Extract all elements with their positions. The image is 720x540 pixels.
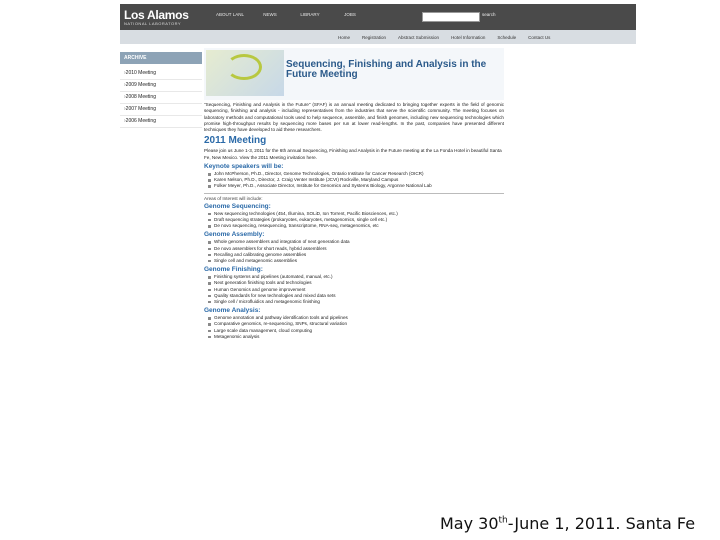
intro-paragraph: "Sequencing, Finishing and Analysis in the Future" (SFAF) is an annual meeting dedicated to bringing together experts in the field of genomic sequencing, finishing and analysis - including representatives from the industries that serve the scientific community. The meeting focuses on laboratory methods and computational tools used to help sequence, assemble, and finish genomes, including new sequencing technologies which promise high-throughput results by sequencing more bases per run at lower read-lengths. In the past, companies have presented different techniques they have developed to aid these researchers. [204, 102, 504, 133]
sub-nav-registration[interactable]: Registration [362, 35, 387, 40]
interest-label: Areas of Interest will include: [204, 193, 504, 201]
top-nav-about[interactable]: ABOUT LANL [216, 12, 244, 17]
sidebar-item-2007[interactable]: › 2007 Meeting [120, 104, 202, 116]
section-genome-analysis [204, 307, 504, 340]
section-heading: Genome Analysis: [204, 307, 261, 315]
list-item: Genome annotation and pathway identification tools and pipelines [208, 315, 504, 321]
top-nav-library[interactable]: LIBRARY [300, 12, 320, 17]
list-item: Next generation finishing tools and technologies [208, 280, 504, 286]
banner-title: Sequencing, Finishing and Analysis in the Future Meeting [286, 59, 487, 80]
sidebar-item-2009[interactable]: › 2009 Meeting [120, 80, 202, 92]
logo-subtext: NATIONAL LABORATORY [124, 21, 182, 26]
top-nav-news[interactable]: NEWS [263, 12, 277, 17]
section-list [204, 239, 504, 264]
lanl-logo[interactable] [124, 8, 189, 26]
list-item: Comparative genomics, re-sequencing, SNPs, structural variation [208, 321, 504, 327]
sub-nav-home[interactable]: Home [338, 35, 351, 40]
caption-date-rest: -June 1, 2011. Santa Fe [507, 514, 696, 533]
archive-heading: ARCHIVE [120, 52, 202, 64]
section-list [204, 315, 504, 340]
list-item: Recalling and calibrating genome assemblies [208, 252, 504, 258]
list-item: Draft sequencing strategies (prokaryotes, eukaryotes, metagenomics, single cell etc.) [208, 217, 504, 223]
list-item: Human Genomics and genome improvement [208, 287, 504, 293]
sub-nav [338, 35, 562, 40]
caption-date-start: May 30 [440, 514, 499, 533]
list-item: Single cell and metagenomic assemblies [208, 258, 504, 264]
list-item: Quality standards for new technologies and mixed data sets [208, 293, 504, 299]
section-genome-finishing [204, 266, 504, 305]
section-heading: Genome Finishing: [204, 266, 263, 274]
meeting-banner [204, 48, 504, 100]
meeting-heading: 2011 Meeting [204, 135, 267, 147]
section-heading: Genome Sequencing: [204, 202, 271, 210]
sidebar-item-2008[interactable]: › 2008 Meeting [120, 92, 202, 104]
archive-list [120, 68, 202, 128]
top-nav-jobs[interactable]: JOBS [344, 12, 356, 17]
search-button[interactable]: search [482, 12, 496, 17]
list-item: De novo assemblers for short reads, hybrid assemblers [208, 246, 504, 252]
webpage-screenshot [120, 4, 636, 522]
list-item: Single cell / microfluidics and metagenomic finishing [208, 299, 504, 305]
keynote-heading: Keynote speakers will be: [204, 163, 284, 171]
sub-nav-hotel-information[interactable]: Hotel Information [451, 35, 486, 40]
list-item: John McPherson, Ph.D., Director, Genome Technologies, Ontario Institute for Cancer Research (OICR) [208, 171, 504, 177]
list-item: Metagenomic analysis [208, 334, 504, 340]
section-list [204, 211, 504, 230]
sub-nav-abstract-submission[interactable]: Abstract Submission [398, 35, 440, 40]
section-genome-assembly [204, 231, 504, 264]
keynote-list [204, 171, 504, 190]
list-item: New sequencing technologies (454, Illumina, SOLiD, Ion Torrent, Pacific Biosciences, etc.) [208, 211, 504, 217]
sub-nav-bar [120, 30, 636, 44]
slide-caption [440, 514, 695, 533]
sidebar-item-2010[interactable]: › 2010 Meeting [120, 68, 202, 80]
list-item: Karen Nelson, Ph.D., Director, J. Craig Venter Institute (JCVI) Rockville, Maryland Campus [208, 177, 504, 183]
list-item: Finishing systems and pipelines (automated, manual, etc.) [208, 274, 504, 280]
main-content [204, 48, 504, 340]
logo-text: Los Alamos [124, 8, 189, 22]
dna-icon [226, 54, 262, 80]
search-input[interactable] [422, 12, 480, 22]
list-item: Whole genome assemblers and integration of next generation data [208, 239, 504, 245]
list-item: Large scale data management, cloud computing [208, 328, 504, 334]
list-item: Folker Meyer, Ph.D., Associate Director, Institute for Genomics and Systems Biology, Argonne National Lab [208, 183, 504, 189]
top-nav [210, 12, 370, 17]
list-item: De novo sequencing, resequencing, transcriptome, RNA-seq, metagenomics, etc [208, 223, 504, 229]
sub-nav-schedule[interactable]: Schedule [497, 35, 517, 40]
section-genome-sequencing [204, 203, 504, 230]
section-list [204, 274, 504, 305]
top-bar [120, 4, 636, 30]
dna-hands-image [206, 50, 284, 96]
meeting-paragraph: Please join us June 1-3, 2011 for the 6th annual Sequencing, Finishing and Analysis in the Future meeting at the La Fonda Hotel in beautiful Santa Fe, New Mexico. View the 2011 Meeting invitation here. [204, 148, 502, 160]
caption-superscript: th [498, 515, 508, 526]
sub-nav-contact-us[interactable]: Contact Us [528, 35, 551, 40]
section-heading: Genome Assembly: [204, 231, 265, 239]
sidebar-item-2006[interactable]: › 2006 Meeting [120, 116, 202, 128]
sidebar [120, 52, 202, 128]
